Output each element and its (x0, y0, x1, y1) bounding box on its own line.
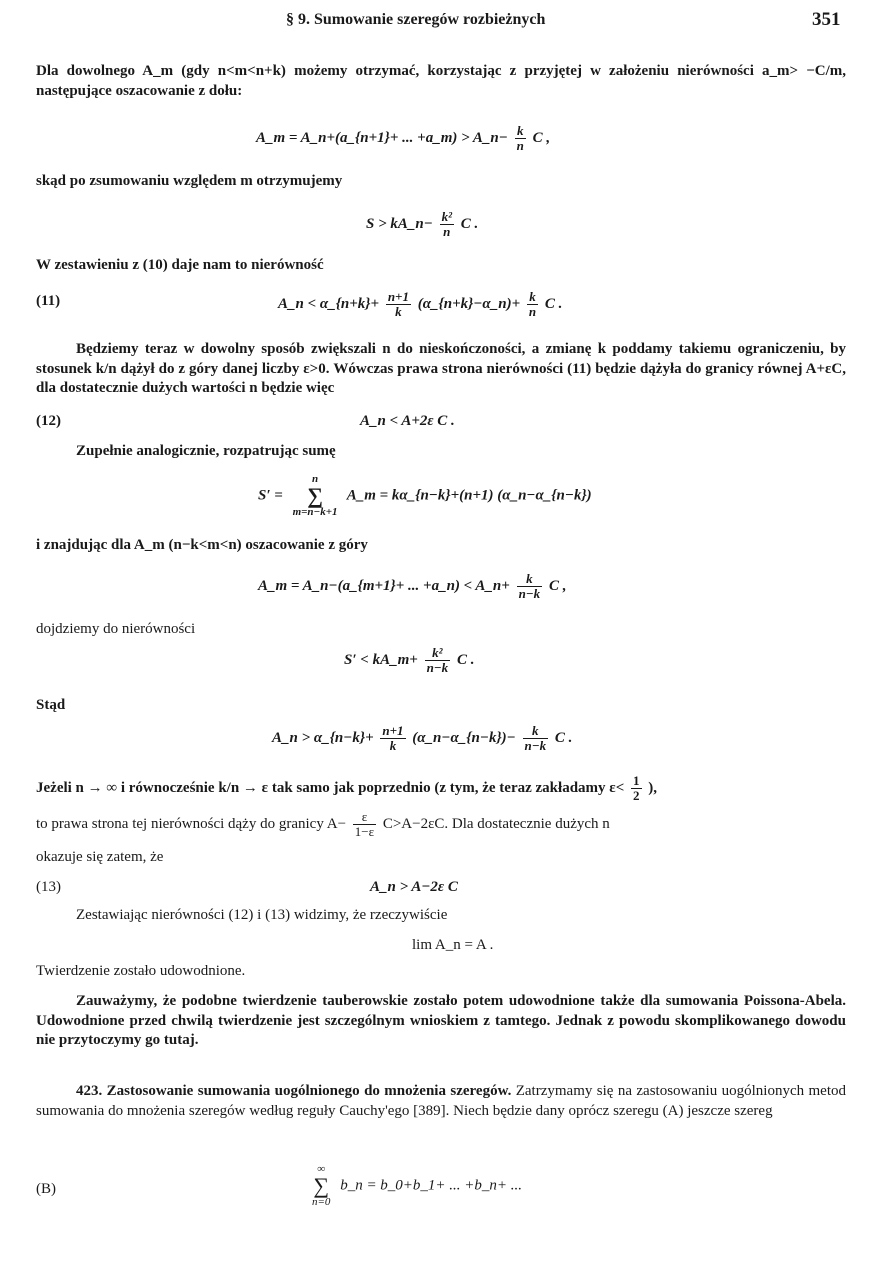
fraction-denominator: n−k (426, 660, 449, 675)
sum-lower-limit: m=n−k+1 (292, 506, 338, 518)
fraction-numerator: k (516, 123, 524, 138)
fraction-k-over-n-minus-k (517, 572, 543, 601)
paragraph-tauberian-note: Zauważymy, że podobne twierdzenie tauberowskie zostało potem udowodnione także dla sumowania Poissona-Abela. Udowodnione przed chwilą twierdzenie jest szczególnym wnioskiem z tamtego. Jednak z powodu skomplikowanego dowodu nie przytoczymy go tutaj. (36, 993, 846, 1048)
eq-rhs: A_m = kα_{n−k}+(n+1) (α_n−α_{n−k}) (346, 487, 592, 504)
fraction-numerator: n+1 (382, 723, 404, 738)
eq-lhs: A_m = A_n+(a_{n+1}+ ... +a_m) > A_n− (256, 129, 508, 146)
equation-am-upper-bound (258, 572, 566, 601)
paragraph-limit-condition (36, 774, 657, 803)
fraction-denominator: k (380, 738, 405, 753)
equation-an-lower (272, 724, 572, 753)
equation-s-prime (258, 474, 592, 518)
fraction-k-over-n-minus-k (523, 724, 549, 753)
fraction-n1-over-k (380, 724, 405, 753)
equation-number-13: (13) (36, 879, 61, 895)
paragraph-summing: skąd po zsumowaniu względem m otrzymujemy (36, 173, 343, 189)
sigma-symbol: ∑ (307, 483, 323, 508)
eq-lhs: A_m = A_n−(a_{m+1}+ ... +a_n) < A_n+ (258, 577, 510, 594)
sum-upper-limit: n (311, 473, 319, 485)
eq-lhs: A_n > α_{n−k}+ (272, 729, 374, 746)
fraction-eps-over-1-minus-eps (353, 810, 376, 839)
equation-number-12: (12) (36, 413, 61, 429)
fraction-denominator: n−k (518, 586, 541, 601)
text-part: C>A−2εC. Dla dostatecznie dużych n (382, 815, 610, 832)
eq-lhs: S′ = (258, 487, 283, 504)
equation-13: A_n > A−2ε C (370, 879, 458, 895)
fraction-denominator: n (528, 304, 537, 319)
equation-number-11: (11) (36, 293, 61, 309)
fraction-numerator: k² (432, 645, 443, 660)
paragraph-hence: Stąd (36, 697, 66, 713)
eq-rhs: b_n = b_0+b_1+ ... +b_n+ ... (340, 1177, 523, 1194)
section-423 (36, 1082, 846, 1121)
eq-rhs: C , (548, 577, 567, 594)
equation-11 (278, 290, 562, 319)
fraction-k2-over-n (440, 210, 454, 239)
equation-label-B: (B) (36, 1181, 56, 1197)
equation-s-prime-bound (344, 646, 474, 675)
paragraph-analogous-sum: Zupełnie analogicznie, rozpatrując sumę (76, 443, 336, 459)
eq-rhs: C . (460, 215, 479, 232)
sum-upper-limit: ∞ (317, 1163, 326, 1175)
section-text: Zatrzymamy się na zastosowaniu uogólnionych metod sumowania do mnożenia szeregów według reguły Cauchy'ego [389]. Niech będzie dany oprócz szeregu (A) jeszcze szereg (36, 1083, 846, 1119)
running-header-title: § 9. Sumowanie szeregów rozbieżnych (286, 11, 546, 28)
fraction-k2-over-n-minus-k (425, 646, 451, 675)
equation-series-B (306, 1164, 522, 1208)
eq-rhs: C . (554, 729, 573, 746)
fraction-k-over-n (515, 124, 526, 153)
sum-lower-limit: n=0 (312, 1196, 331, 1208)
eq-rhs: C . (544, 295, 563, 312)
fraction-denominator: k (386, 304, 411, 319)
eq-rhs: C . (456, 651, 475, 668)
fraction-denominator: n (516, 138, 524, 153)
fraction-numerator: k (526, 571, 533, 586)
paragraph-limit-argument: Będziemy teraz w dowolny sposób zwiększali n do nieskończoności, a zmianę k poddamy takiemu ograniczeniu, by stosunek k/n dążył do z góry danej liczby ε>0. Wówczas prawa strona nierówności (11) będzie dążyła do granicy równej A+εC, dla dostatecznie dużych wartości n będzie więc (36, 341, 846, 396)
fraction-numerator: k (532, 723, 539, 738)
fraction-denominator: n (440, 224, 454, 239)
text-part: ), (648, 779, 657, 796)
eq-rhs: C , (532, 129, 551, 146)
fraction-numerator: k (529, 289, 536, 304)
paragraph-inequality-intro: dojdziemy do nierówności (36, 621, 196, 637)
fraction-n1-over-k (386, 290, 411, 319)
fraction-denominator: n−k (524, 738, 547, 753)
eq-middle: (α_{n+k}−α_n)+ (417, 295, 521, 312)
paragraph-combination: W zestawieniu z (10) daje nam to nierówność (36, 257, 324, 273)
fraction-numerator: 1 (633, 773, 640, 788)
eq-lhs: A_n < α_{n+k}+ (278, 295, 380, 312)
eq-lhs: S > kA_n− (366, 215, 433, 232)
equation-12: A_n < A+2ε C . (360, 413, 455, 429)
fraction-numerator: k² (441, 209, 452, 224)
paragraph-proof-complete: Twierdzenie zostało udowodnione. (36, 963, 246, 979)
paragraph-lower-bound-intro: Dla dowolnego A_m (gdy n<m<n+k) możemy otrzymać, korzystając z przyjętej w założeniu nierówności a_m> −C/m, następujące oszacowanie z dołu: (36, 63, 846, 99)
text-part: Jeżeli n → ∞ i równocześnie k/n → ε tak samo jak poprzednio (z tym, że teraz zakładamy ε< (36, 779, 625, 796)
sigma-symbol: ∑ (313, 1173, 330, 1198)
eq-middle: (α_n−α_{n−k})− (412, 729, 516, 746)
paragraph-combining: Zestawiając nierówności (12) i (13) widzimy, że rzeczywiście (76, 907, 448, 923)
fraction-numerator: n+1 (387, 289, 409, 304)
fraction-denominator: 1−ε (354, 824, 375, 839)
paragraph-right-side-limit (36, 810, 610, 839)
fraction-k-over-n (527, 290, 538, 319)
summation-sign (293, 474, 338, 518)
paragraph-upper-bound-intro: i znajdując dla A_m (n−k<m<n) oszacowanie z góry (36, 537, 368, 553)
equation-am-lower-bound (256, 124, 550, 153)
page-number: 351 (812, 9, 841, 30)
fraction-one-half (631, 774, 642, 803)
fraction-denominator: 2 (633, 788, 640, 803)
summation-sign (312, 1164, 330, 1208)
equation-s-bound (366, 210, 478, 239)
equation-limit: lim A_n = A . (412, 937, 494, 953)
fraction-numerator: ε (361, 809, 368, 824)
eq-lhs: S′ < kA_m+ (344, 651, 418, 668)
paragraph-therefore: okazuje się zatem, że (36, 849, 164, 865)
section-heading: 423. Zastosowanie sumowania uogólnionego do mnożenia szeregów. (76, 1083, 512, 1099)
text-part: to prawa strona tej nierówności dąży do granicy A− (36, 815, 347, 832)
